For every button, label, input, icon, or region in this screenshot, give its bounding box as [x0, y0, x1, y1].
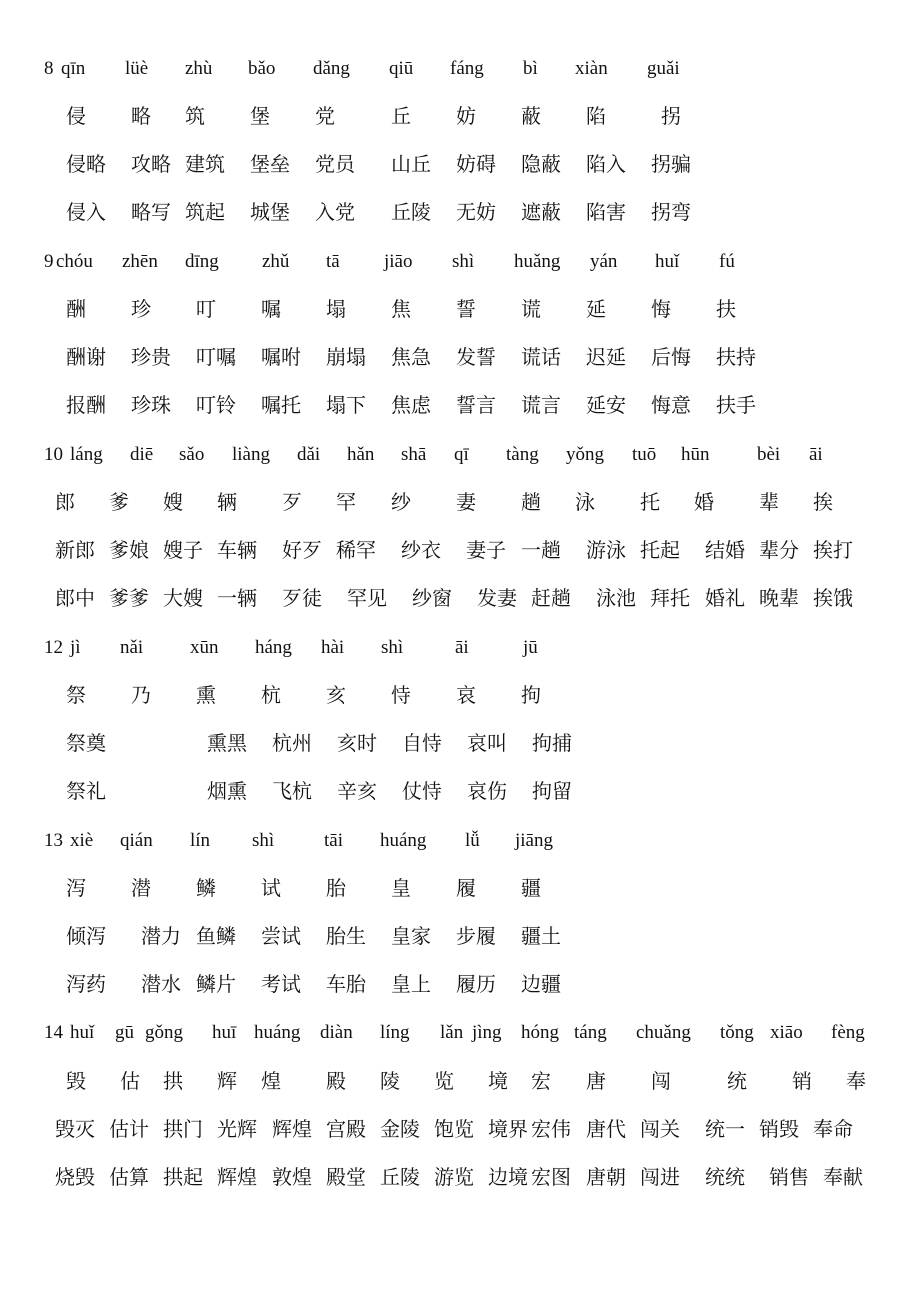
char: 扶 [716, 297, 736, 321]
word: 好歹 [282, 538, 322, 562]
word: 鱼鳞 [196, 924, 236, 948]
char: 筑 [185, 104, 205, 128]
char: 嫂 [163, 490, 183, 514]
word: 后悔 [651, 345, 691, 369]
char: 婚 [694, 490, 714, 514]
char: 宏 [531, 1069, 551, 1093]
word: 境界 [488, 1117, 528, 1141]
pinyin: qīn [61, 58, 86, 79]
word: 宫殿 [326, 1117, 366, 1141]
word: 统统 [705, 1165, 745, 1189]
char: 歹 [282, 490, 302, 514]
pinyin: tāi [324, 830, 343, 851]
char: 悔 [651, 297, 671, 321]
word: 祭奠 [66, 731, 106, 755]
char: 纱 [391, 490, 411, 514]
word: 新郎 [55, 538, 95, 562]
word: 叮铃 [196, 393, 236, 417]
pinyin: táng [574, 1022, 607, 1043]
char: 泻 [66, 876, 86, 900]
char: 略 [131, 104, 151, 128]
word: 谎话 [521, 345, 561, 369]
word: 拘留 [532, 779, 572, 803]
pinyin: guǎi [647, 58, 680, 79]
char: 托 [640, 490, 660, 514]
pinyin: jū [523, 637, 538, 658]
word: 亥时 [337, 731, 377, 755]
char: 销 [792, 1069, 812, 1093]
section-number: 14 [44, 1022, 63, 1043]
word: 城堡 [250, 200, 290, 224]
char: 陵 [380, 1069, 400, 1093]
char: 妻 [456, 490, 476, 514]
word: 结婚 [705, 538, 745, 562]
word: 拱起 [163, 1165, 203, 1189]
word: 闯进 [640, 1165, 680, 1189]
word: 大嫂 [163, 586, 203, 610]
char: 谎 [521, 297, 541, 321]
word: 金陵 [380, 1117, 420, 1141]
word: 崩塌 [326, 345, 366, 369]
word: 闯关 [640, 1117, 680, 1141]
word: 建筑 [185, 152, 225, 176]
word: 祭礼 [66, 779, 106, 803]
char: 党 [315, 104, 335, 128]
word: 塌下 [326, 393, 366, 417]
pinyin: shì [252, 830, 275, 851]
word: 杭州 [272, 731, 312, 755]
word: 皇家 [391, 924, 431, 948]
pinyin: jiāo [384, 251, 413, 272]
char: 拱 [163, 1069, 183, 1093]
pinyin: jiāng [515, 830, 553, 851]
char: 唐 [586, 1069, 606, 1093]
pinyin: lüè [125, 58, 149, 79]
pinyin: shì [381, 637, 404, 658]
pinyin: xūn [190, 637, 219, 658]
pinyin: xiàn [575, 58, 608, 79]
word: 边疆 [521, 972, 561, 996]
word: 宏图 [531, 1165, 571, 1189]
word: 珍贵 [131, 345, 171, 369]
word: 边境 [488, 1165, 528, 1189]
word: 誓言 [456, 393, 496, 417]
word: 唐代 [586, 1117, 626, 1141]
char: 哀 [456, 683, 476, 707]
pinyin: liàng [232, 444, 270, 465]
section-number: 13 [44, 830, 63, 851]
pinyin: dǎi [297, 444, 321, 465]
word: 稀罕 [336, 538, 376, 562]
word: 倾泻 [66, 924, 106, 948]
word: 潜力 [141, 924, 181, 948]
char: 熏 [196, 683, 216, 707]
word: 嘱咐 [261, 345, 301, 369]
pinyin: nǎi [120, 637, 144, 658]
word: 游览 [434, 1165, 474, 1189]
pinyin: hūn [681, 444, 710, 465]
pinyin: gǒng [145, 1022, 183, 1043]
pinyin: dīng [185, 251, 219, 272]
char: 估 [120, 1069, 140, 1093]
word: 宏伟 [531, 1117, 571, 1141]
pinyin: jì [70, 637, 81, 658]
word: 妻子 [466, 538, 506, 562]
char: 恃 [391, 683, 411, 707]
word: 步履 [456, 924, 496, 948]
word: 奉命 [813, 1117, 853, 1141]
word: 统一 [705, 1117, 745, 1141]
pinyin: fáng [450, 58, 484, 79]
char: 罕 [336, 490, 356, 514]
word: 车辆 [217, 538, 257, 562]
word: 唐朝 [586, 1165, 626, 1189]
pinyin: xiè [70, 830, 94, 851]
char: 闯 [651, 1069, 671, 1093]
pinyin: huáng [254, 1022, 301, 1043]
pinyin: yǒng [566, 444, 604, 465]
section-number: 8 [44, 58, 54, 79]
pinyin: diàn [320, 1022, 353, 1043]
word: 丘陵 [391, 200, 431, 224]
word: 托起 [640, 538, 680, 562]
pinyin: chóu [56, 251, 93, 272]
pinyin: zhǔ [262, 251, 290, 272]
word: 侵入 [66, 200, 106, 224]
word: 拱门 [163, 1117, 203, 1141]
section-number: 12 [44, 637, 63, 658]
char: 亥 [326, 683, 346, 707]
word: 扶手 [716, 393, 756, 417]
word: 迟延 [586, 345, 626, 369]
pinyin: zhù [185, 58, 213, 79]
pinyin: hóng [521, 1022, 559, 1043]
word: 销售 [769, 1165, 809, 1189]
char: 妨 [456, 104, 476, 128]
word: 堡垒 [250, 152, 290, 176]
word: 发誓 [456, 345, 496, 369]
word: 珍珠 [131, 393, 171, 417]
word: 敦煌 [272, 1165, 312, 1189]
char: 誓 [456, 297, 476, 321]
pinyin: hǎn [347, 444, 375, 465]
pinyin: tuō [632, 444, 657, 465]
char: 殿 [326, 1069, 346, 1093]
pinyin: bèi [757, 444, 781, 465]
char: 疆 [521, 876, 541, 900]
char: 嘱 [261, 297, 281, 321]
word: 胎生 [326, 924, 366, 948]
word: 罕见 [347, 586, 387, 610]
char: 塌 [326, 297, 346, 321]
char: 拐 [661, 104, 681, 128]
char: 奉 [846, 1069, 866, 1093]
word: 挨打 [813, 538, 853, 562]
char: 览 [434, 1069, 454, 1093]
word: 尝试 [261, 924, 301, 948]
pinyin: sǎo [179, 444, 205, 465]
pinyin: jìng [472, 1022, 502, 1043]
word: 辉煌 [217, 1165, 257, 1189]
word: 辛亥 [337, 779, 377, 803]
pinyin: chuǎng [636, 1022, 691, 1043]
word: 潜水 [141, 972, 181, 996]
char: 延 [586, 297, 606, 321]
pinyin: huī [212, 1022, 237, 1043]
pinyin: xiāo [770, 1022, 803, 1043]
pinyin: qiū [389, 58, 414, 79]
word: 党员 [315, 152, 355, 176]
word: 考试 [261, 972, 301, 996]
word: 侵略 [66, 152, 106, 176]
word: 估计 [109, 1117, 149, 1141]
char: 乃 [131, 683, 151, 707]
word: 纱衣 [401, 538, 441, 562]
word: 拜托 [650, 586, 690, 610]
pinyin: qī [454, 444, 469, 465]
pinyin: lǚ [465, 830, 480, 851]
word: 烟熏 [207, 779, 247, 803]
char: 挨 [813, 490, 833, 514]
char: 试 [261, 876, 281, 900]
pinyin: diē [130, 444, 154, 465]
word: 焦虑 [391, 393, 431, 417]
pinyin: huǐ [70, 1022, 95, 1043]
word: 一趟 [521, 538, 561, 562]
pinyin: tǒng [720, 1022, 754, 1043]
pinyin: hài [321, 637, 345, 658]
word: 泳池 [596, 586, 636, 610]
word: 疆土 [521, 924, 561, 948]
char: 蔽 [521, 104, 541, 128]
word: 皇上 [391, 972, 431, 996]
word: 爹娘 [109, 538, 149, 562]
section-number: 9 [44, 251, 54, 272]
pinyin: tā [326, 251, 340, 272]
word: 郎中 [55, 586, 95, 610]
char: 珍 [131, 297, 151, 321]
char: 辉 [217, 1069, 237, 1093]
pinyin: bǎo [248, 58, 276, 79]
pinyin: láng [70, 444, 103, 465]
word: 哀伤 [467, 779, 507, 803]
pinyin: líng [380, 1022, 410, 1043]
word: 报酬 [66, 393, 106, 417]
pinyin: bì [523, 58, 538, 79]
word: 陷入 [586, 152, 626, 176]
word: 自恃 [402, 731, 442, 755]
word: 陷害 [586, 200, 626, 224]
pinyin: gū [115, 1022, 134, 1043]
char: 潜 [131, 876, 151, 900]
word: 嘱托 [261, 393, 301, 417]
pinyin: lín [190, 830, 211, 851]
word: 奉献 [823, 1165, 863, 1189]
char: 毁 [66, 1069, 86, 1093]
char: 煌 [261, 1069, 281, 1093]
word: 饱览 [434, 1117, 474, 1141]
word: 光辉 [217, 1117, 257, 1141]
pinyin: huǎng [514, 251, 561, 272]
pinyin: fèng [831, 1022, 865, 1043]
word: 谎言 [521, 393, 561, 417]
pinyin: āi [809, 444, 823, 465]
pinyin: tàng [506, 444, 539, 465]
char: 履 [456, 876, 476, 900]
word: 辉煌 [272, 1117, 312, 1141]
pinyin: āi [455, 637, 469, 658]
pinyin: shā [401, 444, 427, 465]
word: 游泳 [586, 538, 626, 562]
word: 泻药 [66, 972, 106, 996]
char: 统 [727, 1069, 747, 1093]
char: 皇 [391, 876, 411, 900]
char: 堡 [250, 104, 270, 128]
char: 鳞 [196, 876, 216, 900]
char: 酬 [66, 297, 86, 321]
char: 陷 [586, 104, 606, 128]
char: 侵 [66, 104, 86, 128]
pinyin: fú [719, 251, 735, 272]
word: 酬谢 [66, 345, 106, 369]
word: 晚辈 [759, 586, 799, 610]
word: 略写 [131, 200, 171, 224]
word: 哀叫 [467, 731, 507, 755]
word: 殿堂 [326, 1165, 366, 1189]
word: 焦急 [391, 345, 431, 369]
word: 入党 [315, 200, 355, 224]
word: 熏黑 [207, 731, 247, 755]
word: 山丘 [391, 152, 431, 176]
pinyin: shì [452, 251, 475, 272]
word: 妨碍 [456, 152, 496, 176]
word: 纱窗 [412, 586, 452, 610]
char: 杭 [261, 683, 281, 707]
word: 爹爹 [109, 586, 149, 610]
word: 丘陵 [380, 1165, 420, 1189]
char: 爹 [109, 490, 129, 514]
word: 仗恃 [402, 779, 442, 803]
word: 筑起 [185, 200, 225, 224]
pinyin: dǎng [313, 58, 350, 79]
pinyin: qián [120, 830, 153, 851]
pinyin: háng [255, 637, 292, 658]
char: 焦 [391, 297, 411, 321]
word: 辈分 [759, 538, 799, 562]
word: 烧毁 [55, 1165, 95, 1189]
char: 趟 [521, 490, 541, 514]
word: 车胎 [326, 972, 366, 996]
section-number: 10 [44, 444, 63, 465]
char: 胎 [326, 876, 346, 900]
word: 隐蔽 [521, 152, 561, 176]
pinyin: huǐ [655, 251, 680, 272]
word: 飞杭 [272, 779, 312, 803]
word: 延安 [586, 393, 626, 417]
word: 遮蔽 [521, 200, 561, 224]
pinyin: huáng [380, 830, 427, 851]
char: 丘 [391, 104, 411, 128]
word: 赶趟 [531, 586, 571, 610]
word: 挨饿 [813, 586, 853, 610]
pinyin: lǎn [440, 1022, 464, 1043]
word: 扶持 [716, 345, 756, 369]
word: 拐弯 [651, 200, 691, 224]
word: 悔意 [651, 393, 691, 417]
word: 歹徒 [282, 586, 322, 610]
word: 估算 [109, 1165, 149, 1189]
char: 叮 [196, 297, 216, 321]
word: 婚礼 [705, 586, 745, 610]
word: 嫂子 [163, 538, 203, 562]
word: 一辆 [217, 586, 257, 610]
word: 拘捕 [532, 731, 572, 755]
word: 叮嘱 [196, 345, 236, 369]
char: 郎 [55, 490, 75, 514]
word: 发妻 [477, 586, 517, 610]
word: 拐骗 [651, 152, 691, 176]
char: 泳 [575, 490, 595, 514]
pinyin: zhēn [122, 251, 158, 272]
word: 销毁 [759, 1117, 799, 1141]
word: 攻略 [131, 152, 171, 176]
word: 履历 [456, 972, 496, 996]
char: 境 [488, 1069, 508, 1093]
char: 辆 [217, 490, 237, 514]
pinyin: yán [590, 251, 618, 272]
char: 祭 [66, 683, 86, 707]
word: 毁灭 [55, 1117, 95, 1141]
word: 无妨 [456, 200, 496, 224]
word: 鳞片 [196, 972, 236, 996]
char: 辈 [759, 490, 779, 514]
char: 拘 [521, 683, 541, 707]
